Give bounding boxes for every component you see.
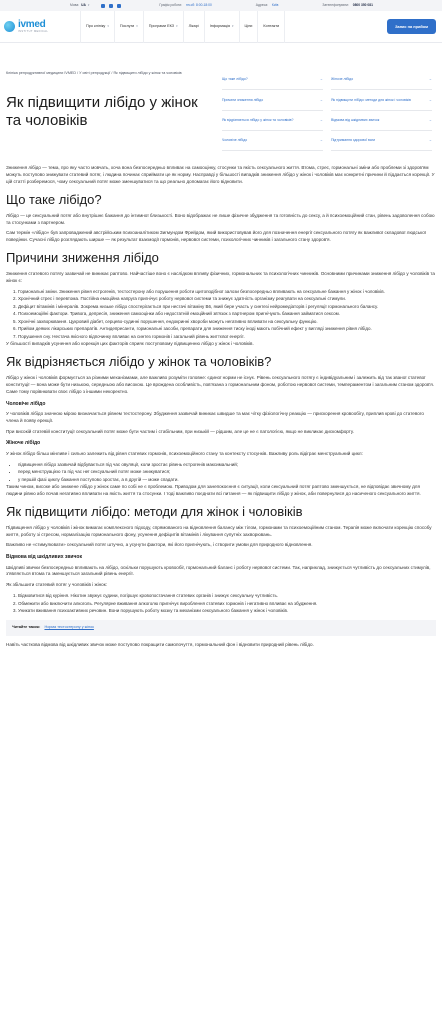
- chevron-down-icon: ▾: [176, 24, 178, 29]
- nav-item-prices[interactable]: Ціни: [239, 11, 258, 43]
- list-item: 6. Прийом деяких лікарських препаратів. Антидепресанти, гормональні засоби, препарати для зниження тиску іноді мають побічний ефект у вигляді зниження рівня лібідо.: [18, 326, 436, 333]
- language-value[interactable]: UA: [81, 3, 86, 8]
- language-switcher[interactable]: [70, 3, 89, 8]
- chevron-down-icon: ▾: [87, 3, 90, 8]
- toc-item[interactable]: Підтримання здорової ваги →: [331, 131, 432, 151]
- nav-item-programs[interactable]: Програми ЕКЗ ▾: [143, 11, 183, 43]
- arrow-right-icon: →: [428, 138, 432, 143]
- language-label: Мова:: [70, 3, 80, 8]
- paragraph: Зниження статевого потягу зазвичай не виникає раптово. Найчастіше воно є наслідком впливу фізичних, гормональних та психологічних чинників. Основними причинами зниження лібідо у чоловіків та жінок є:: [6, 270, 435, 283]
- list-item: 4. Психоемоційні фактори. Тривога, депресія, зниження самооцінки або недостатній емоційний зв'язок з партнером пригнічують бажання займатися сексом.: [18, 311, 436, 318]
- section-heading: Як підвищити лібідо: методи для жінок і чоловіків: [6, 504, 303, 520]
- breadcrumb[interactable]: Клініка репродуктивної медицини IVMED / У світі репродукції / Як підвищити лібідо у жінок та чоловіків: [6, 71, 182, 75]
- list-item: 3. Уникати вживання психоактивних речовин. Вони порушують роботу мозку та механізми сексуального бажання у жінок і чоловіків.: [18, 608, 436, 615]
- paragraph: При високій статевій конституції сексуальний потяг може бути частим і стабільним, при низькій — рідшим, але це не є патологією, якщо не викликає дискомфорту.: [6, 428, 354, 434]
- list-item: 2. Хронічний стрес і перевтома. Постійна емоційна напруга пригнічує роботу нервової системи та знижує здатність організму реагувати на сексуальні стимули.: [18, 296, 436, 303]
- list-item: 5. Хронічні захворювання. Цукровий діабет, серцево-судинні порушення, ендокринні хвороби можуть негативно впливати на сексуальну функцію.: [18, 319, 436, 326]
- list-item: • підвищення лібідо зазвичай відбувається під час овуляції, коли зростає рівень естрогенів максимальний;: [18, 462, 436, 469]
- toc-item[interactable]: Як відрізняється лібідо у жінок та чоловіків? →: [222, 111, 323, 131]
- address-value[interactable]: Київ: [271, 3, 279, 8]
- paragraph: Як збільшити статевий потяг у чоловіків і жінок:: [6, 582, 108, 588]
- main-nav: [80, 11, 285, 43]
- paragraph: Таким чином, високе або знижене лібідо у жінок саме по собі не є проблемою. Приводом для занепокоєння є ситуації, коли сексуальний потяг раптово зменшується, не відповідає звичному для людини рівню або почав негативно впливати на якість життя та стосунки. І тоді важливо поєднати всі питання — як підвищити лібідо у жінок, аби повернулися до насиченого сексуального життя.: [6, 484, 421, 497]
- paragraph: У жінок лібідо більш мінливе і сильно залежить від рівня статевих гормонів, психоемоційного стану та контексту стосунків. Важливу роль відіграє менструальний цикл:: [6, 450, 363, 456]
- intro-paragraph: Зниження лібідо — тема, про яку часто мовчать, хоча вона безпосередньо впливає на самооцінку, стосунки та якість сексуального життя. Втома, стрес, гормональні зміни або проблеми зі здоров'ям можуть поступово знижувати статевий потяг, і людина починає сприймати це як норму. Насправді у більшості випадків зниження лібідо у жінок і чоловіків має конкретні причини й піддається корекції. У цій статті розберемося, чому сексуальний потяг може зменшуватися та що реально допомагає його відновити.: [6, 165, 435, 185]
- arrow-right-icon: →: [319, 97, 323, 102]
- list-item: 1. Відмовитися від куріння. Нікотин звужує судини, погіршує кровопостачання статевих органів і знижує сексуальну чутливість.: [18, 593, 436, 600]
- youtube-icon[interactable]: [117, 4, 121, 8]
- logo[interactable]: [4, 20, 66, 34]
- schedule-label: Графік роботи:: [159, 3, 183, 8]
- instagram-icon[interactable]: [109, 4, 113, 8]
- address-label: Адреса:: [255, 3, 268, 8]
- nav-item-about[interactable]: Про клініку ▾: [80, 11, 114, 43]
- arrow-right-icon: →: [428, 77, 432, 82]
- section-heading: Причини зниження лібідо: [6, 250, 159, 266]
- chevron-down-icon: ▾: [232, 24, 234, 29]
- toc-item[interactable]: Як підвищити лібідо: методи для жінок і чоловіків →: [331, 90, 432, 110]
- nav-item-info[interactable]: Інформація ▾: [204, 11, 239, 43]
- schedule-value: пн-сб: 8:00-18:00: [185, 3, 212, 8]
- toc-item[interactable]: Жіноче лібідо →: [331, 70, 432, 90]
- nav-item-contacts[interactable]: Контакти: [257, 11, 285, 43]
- paragraph: У чоловіків лібідо значною мірою визначається рівнем тестостерону. Збудження зазвичай виникає швидше та має чітку фізіологічну реакцію — прискорення кровообігу, приплив крові до статевого члена й появу ерекції.: [6, 410, 424, 423]
- subsection-heading: Жіноче лібідо: [6, 440, 41, 447]
- subsection-heading: Чоловіче лібідо: [6, 400, 46, 407]
- read-also-link[interactable]: Норма тестостерону у жінок: [44, 625, 94, 630]
- facebook-icon[interactable]: [101, 4, 105, 8]
- paragraph: У більшості випадків усунення або корекція цих факторів сприяє поступовому підвищенню лібідо у жінок і чоловіків.: [6, 341, 254, 347]
- nav-item-doctors[interactable]: Лікарі: [183, 11, 204, 43]
- list-item: 2. Обмежити або виключити алкоголь. Регулярне вживання алкоголю пригнічує вироблення статевих гормонів і негативно впливає на збудження.: [18, 601, 436, 608]
- chevron-down-icon: ▾: [136, 24, 138, 29]
- section-heading: Що таке лібідо?: [6, 192, 102, 208]
- paragraph: Підвищення лібідо у чоловіків і жінок вимагає комплексного підходу, спрямованого на відновлення балансу між тілом, гормонами та психоемоційним станом. Терапія може включати корекцію способу життя, роботу зі стресом, нормалізацію гормонального фону, усунення дефіцитів вітамінів і лікування супутніх захворювань.: [6, 524, 432, 537]
- arrow-right-icon: →: [319, 77, 323, 82]
- paragraph: Сам термін «лібідо» був запроваджений австрійським психоаналітиком Зигмундом Фрейдом, який використовував його для позначення енергії сексуального потягу як важливої складової людської поведінки. Сучасні лібідо розглядають ширше — як результат взаємодії гормонів, нервової системи, психологічних чинників і загального стану здоров'я.: [6, 230, 427, 243]
- toc-item[interactable]: Що таке лібідо? →: [222, 70, 323, 90]
- logo-subtitle: INSTITUT MEDICAL: [18, 29, 49, 33]
- phone: [322, 3, 373, 8]
- habits-list: [6, 593, 436, 615]
- read-also-box: [6, 620, 436, 636]
- phone-number[interactable]: 0800 350 081: [352, 3, 373, 8]
- paragraph: Навіть часткова відмова від шкідливих звичок може поступово покращити самопочуття, гормональний фон і відновити природний рівень лібідо.: [6, 641, 314, 647]
- list-item: • у першій фазі циклу бажання поступово зростає, а в другій — може спадати.: [18, 477, 436, 484]
- phone-label: Зателефонувати:: [322, 3, 349, 8]
- causes-list: [6, 289, 436, 341]
- paragraph: Лібідо у жінок і чоловіків формується за різними механізмами, але важливо розуміти головне: єдиної норми не існує. Рівень сексуального потягу є індивідуальним і залежить від так званої статевої конституції — вона може бути низькою, середньою або високою. Це врождена особливість, пов'язана з гормональним фоном, роботою нервової системи, темпераментом і загальним станом здоров'я. Саме тому порівнювати своє лібідо з іншими некоректно.: [6, 374, 435, 394]
- list-item: 3. Дефіцит вітамінів і мінералів. Зокрема низьке лібідо спостерігається при нестачі вітаміну В6, який бере участь у синтезі нейромедіаторів і регуляції гормонального балансу.: [18, 304, 436, 311]
- appointment-button[interactable]: Запис на прийом: [387, 19, 436, 35]
- section-heading: Як відрізняється лібідо у жінок та чоловіків?: [6, 354, 272, 370]
- nav-item-services[interactable]: Послуги ▾: [114, 11, 143, 43]
- list-item: 7. Порушення сну. Нестача якісного відпочинку впливає на синтез гормонів і загальний рівень життєвої енергії.: [18, 334, 436, 341]
- article: [6, 94, 436, 652]
- toc-item[interactable]: Чоловіче лібідо →: [222, 131, 323, 151]
- logo-mark-icon: [4, 21, 15, 32]
- arrow-right-icon: →: [319, 117, 323, 122]
- address: [256, 3, 279, 8]
- paragraph: Шкідливі звички безпосередньо впливають на лібідо, оскільки порушують кровообіг, гормональний баланс і роботу нервової системи. Так, наприклад, знижується чутливість до сексуальних стимулів, з'являється втома та зменшується загальний рівень енергії.: [6, 564, 431, 577]
- logo-word: ivmed: [18, 18, 46, 30]
- subsection-heading: Відмова від шкідливих звичок: [6, 554, 82, 561]
- schedule: [159, 3, 211, 8]
- arrow-right-icon: →: [428, 97, 432, 102]
- list-item: • перед менструацією та під час неї сексуальний потяг може знижуватися;: [18, 469, 436, 476]
- arrow-right-icon: →: [428, 117, 432, 122]
- social-links: [101, 4, 121, 8]
- top-bar: [0, 0, 442, 11]
- arrow-right-icon: →: [319, 138, 323, 143]
- chevron-down-icon: ▾: [107, 24, 109, 29]
- page-title: Як підвищити лібідо у жінок та чоловіків: [6, 94, 198, 129]
- site-header: [0, 11, 442, 43]
- toc-item[interactable]: Причини зниження лібідо →: [222, 90, 323, 110]
- cycle-list: [6, 462, 436, 484]
- list-item: 1. Гормональні зміни. Зниження рівня естрогенів, тестостерону або порушення роботи щитоподібної залози безпосередньо впливають на сексуальне бажання у жінок і чоловіків.: [18, 289, 436, 296]
- read-also-label: Читайте також:: [12, 625, 41, 630]
- paragraph: Лібідо — це сексуальний потяг або внутрішнє бажання до інтимної близькості. Воно відображає не лише фізичне збудження та готовність до сексу, а й психоемоційний стан, рівень задоволення собою та стосунками з партнером.: [6, 212, 435, 225]
- paragraph: Важливо не «стимулювати» сексуальний потяг штучно, а усунути фактори, які його пригнічують, і створити умови для природного відновлення.: [6, 542, 313, 548]
- toc-item[interactable]: Відмова від шкідливих звичок →: [331, 111, 432, 131]
